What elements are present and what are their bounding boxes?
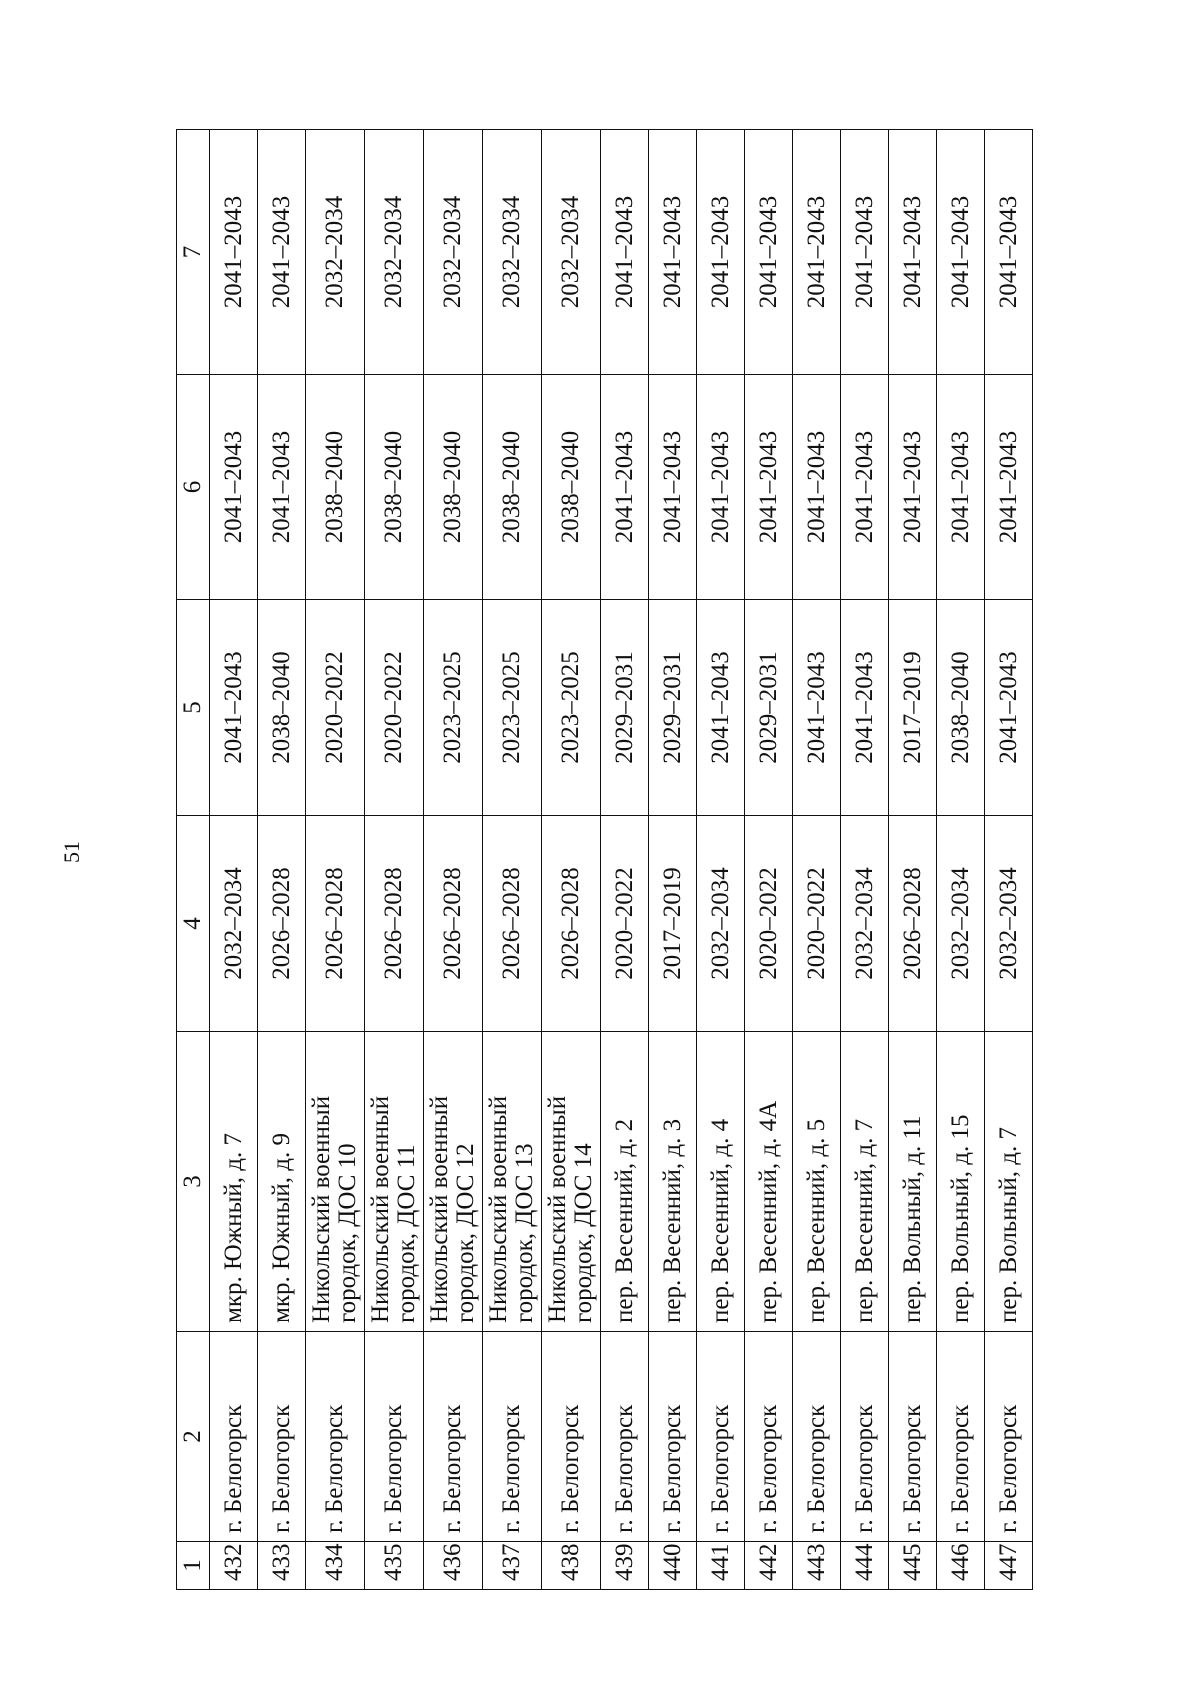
- period-col-6-cell: 2041–2043: [258, 375, 306, 600]
- row-number-cell: 441: [697, 1542, 745, 1590]
- period-col-7-cell: 2032–2034: [424, 130, 483, 375]
- address-cell: пер. Весенний, д. 4А: [745, 1032, 793, 1332]
- period-col-5-cell: 2020–2022: [365, 600, 424, 816]
- row-number-cell: 445: [889, 1542, 937, 1590]
- row-number-cell: 446: [937, 1542, 985, 1590]
- table-row: [258, 130, 306, 1590]
- period-col-4-cell: 2020–2022: [601, 816, 649, 1032]
- locality-cell: г. Белогорск: [210, 1332, 258, 1542]
- period-col-7-cell: 2041–2043: [841, 130, 889, 375]
- period-col-7-cell: 2032–2034: [365, 130, 424, 375]
- address-cell: Никольский военный городок, ДОС 14: [542, 1032, 601, 1332]
- locality-cell: г. Белогорск: [601, 1332, 649, 1542]
- period-col-7-cell: 2041–2043: [985, 130, 1033, 375]
- period-col-5-cell: 2020–2022: [306, 600, 365, 816]
- period-col-4-cell: 2032–2034: [697, 816, 745, 1032]
- table-row: [937, 130, 985, 1590]
- header-cell-1: 1: [177, 1542, 210, 1590]
- schedule-table: [176, 129, 1033, 1590]
- row-number-cell: 447: [985, 1542, 1033, 1590]
- row-number-cell: 432: [210, 1542, 258, 1590]
- period-col-5-cell: 2038–2040: [258, 600, 306, 816]
- period-col-4-cell: 2026–2028: [424, 816, 483, 1032]
- header-cell-3: 3: [177, 1032, 210, 1332]
- row-number-cell: 437: [483, 1542, 542, 1590]
- locality-cell: г. Белогорск: [937, 1332, 985, 1542]
- period-col-4-cell: 2026–2028: [258, 816, 306, 1032]
- row-number-cell: 440: [649, 1542, 697, 1590]
- period-col-4-cell: 2026–2028: [365, 816, 424, 1032]
- locality-cell: г. Белогорск: [841, 1332, 889, 1542]
- period-col-7-cell: 2041–2043: [649, 130, 697, 375]
- row-number-cell: 435: [365, 1542, 424, 1590]
- period-col-6-cell: 2041–2043: [649, 375, 697, 600]
- table-row: [365, 130, 424, 1590]
- table-row: [985, 130, 1033, 1590]
- period-col-6-cell: 2038–2040: [365, 375, 424, 600]
- period-col-5-cell: 2041–2043: [793, 600, 841, 816]
- row-number-cell: 439: [601, 1542, 649, 1590]
- period-col-6-cell: 2041–2043: [210, 375, 258, 600]
- address-cell: Никольский военный городок, ДОС 11: [365, 1032, 424, 1332]
- locality-cell: г. Белогорск: [258, 1332, 306, 1542]
- period-col-7-cell: 2032–2034: [483, 130, 542, 375]
- period-col-7-cell: 2041–2043: [210, 130, 258, 375]
- period-col-4-cell: 2026–2028: [483, 816, 542, 1032]
- period-col-6-cell: 2041–2043: [985, 375, 1033, 600]
- period-col-6-cell: 2038–2040: [306, 375, 365, 600]
- table-row: [793, 130, 841, 1590]
- period-col-5-cell: 2041–2043: [697, 600, 745, 816]
- period-col-4-cell: 2032–2034: [841, 816, 889, 1032]
- table-row: [210, 130, 258, 1590]
- locality-cell: г. Белогорск: [889, 1332, 937, 1542]
- address-cell: Никольский военный городок, ДОС 13: [483, 1032, 542, 1332]
- locality-cell: г. Белогорск: [793, 1332, 841, 1542]
- table-row: [542, 130, 601, 1590]
- locality-cell: г. Белогорск: [985, 1332, 1033, 1542]
- period-col-4-cell: 2020–2022: [745, 816, 793, 1032]
- header-row: [177, 130, 210, 1590]
- period-col-5-cell: 2023–2025: [483, 600, 542, 816]
- period-col-7-cell: 2041–2043: [937, 130, 985, 375]
- address-cell: Никольский военный городок, ДОС 10: [306, 1032, 365, 1332]
- address-cell: пер. Весенний, д. 4: [697, 1032, 745, 1332]
- table-body: [177, 130, 1033, 1590]
- address-cell: пер. Весенний, д. 7: [841, 1032, 889, 1332]
- row-number-cell: 438: [542, 1542, 601, 1590]
- period-col-7-cell: 2041–2043: [889, 130, 937, 375]
- period-col-6-cell: 2041–2043: [937, 375, 985, 600]
- locality-cell: г. Белогорск: [542, 1332, 601, 1542]
- period-col-4-cell: 2026–2028: [542, 816, 601, 1032]
- page-number: 51: [59, 841, 84, 863]
- period-col-7-cell: 2032–2034: [306, 130, 365, 375]
- period-col-5-cell: 2029–2031: [745, 600, 793, 816]
- period-col-5-cell: 2017–2019: [889, 600, 937, 816]
- table-row: [889, 130, 937, 1590]
- period-col-5-cell: 2041–2043: [210, 600, 258, 816]
- header-cell-4: 4: [177, 816, 210, 1032]
- table-row: [424, 130, 483, 1590]
- header-cell-7: 7: [177, 130, 210, 375]
- locality-cell: г. Белогорск: [697, 1332, 745, 1542]
- locality-cell: г. Белогорск: [745, 1332, 793, 1542]
- period-col-6-cell: 2041–2043: [889, 375, 937, 600]
- period-col-4-cell: 2032–2034: [937, 816, 985, 1032]
- period-col-5-cell: 2041–2043: [841, 600, 889, 816]
- table-row: [697, 130, 745, 1590]
- locality-cell: г. Белогорск: [483, 1332, 542, 1542]
- period-col-4-cell: 2026–2028: [306, 816, 365, 1032]
- period-col-6-cell: 2041–2043: [745, 375, 793, 600]
- period-col-5-cell: 2041–2043: [985, 600, 1033, 816]
- period-col-7-cell: 2041–2043: [258, 130, 306, 375]
- period-col-5-cell: 2038–2040: [937, 600, 985, 816]
- address-cell: пер. Вольный, д. 7: [985, 1032, 1033, 1332]
- address-cell: пер. Вольный, д. 11: [889, 1032, 937, 1332]
- period-col-6-cell: 2038–2040: [483, 375, 542, 600]
- row-number-cell: 434: [306, 1542, 365, 1590]
- header-cell-2: 2: [177, 1332, 210, 1542]
- period-col-4-cell: 2032–2034: [985, 816, 1033, 1032]
- row-number-cell: 443: [793, 1542, 841, 1590]
- row-number-cell: 444: [841, 1542, 889, 1590]
- table-row: [306, 130, 365, 1590]
- address-cell: пер. Вольный, д. 15: [937, 1032, 985, 1332]
- period-col-5-cell: 2029–2031: [649, 600, 697, 816]
- period-col-7-cell: 2041–2043: [793, 130, 841, 375]
- address-cell: мкр. Южный, д. 9: [258, 1032, 306, 1332]
- address-cell: пер. Весенний, д. 5: [793, 1032, 841, 1332]
- period-col-6-cell: 2038–2040: [542, 375, 601, 600]
- period-col-4-cell: 2026–2028: [889, 816, 937, 1032]
- address-cell: мкр. Южный, д. 7: [210, 1032, 258, 1332]
- row-number-cell: 433: [258, 1542, 306, 1590]
- row-number-cell: 442: [745, 1542, 793, 1590]
- period-col-5-cell: 2023–2025: [424, 600, 483, 816]
- locality-cell: г. Белогорск: [649, 1332, 697, 1542]
- locality-cell: г. Белогорск: [365, 1332, 424, 1542]
- table-row: [841, 130, 889, 1590]
- row-number-cell: 436: [424, 1542, 483, 1590]
- locality-cell: г. Белогорск: [306, 1332, 365, 1542]
- table-row: [745, 130, 793, 1590]
- table-row: [649, 130, 697, 1590]
- address-cell: Никольский военный городок, ДОС 12: [424, 1032, 483, 1332]
- period-col-6-cell: 2038–2040: [424, 375, 483, 600]
- period-col-7-cell: 2041–2043: [697, 130, 745, 375]
- table-row: [483, 130, 542, 1590]
- period-col-6-cell: 2041–2043: [601, 375, 649, 600]
- period-col-5-cell: 2029–2031: [601, 600, 649, 816]
- period-col-6-cell: 2041–2043: [793, 375, 841, 600]
- header-cell-5: 5: [177, 600, 210, 816]
- period-col-7-cell: 2041–2043: [601, 130, 649, 375]
- period-col-6-cell: 2041–2043: [841, 375, 889, 600]
- period-col-5-cell: 2023–2025: [542, 600, 601, 816]
- period-col-7-cell: 2032–2034: [542, 130, 601, 375]
- period-col-4-cell: 2020–2022: [793, 816, 841, 1032]
- table-row: [601, 130, 649, 1590]
- address-cell: пер. Весенний, д. 2: [601, 1032, 649, 1332]
- header-cell-6: 6: [177, 375, 210, 600]
- address-cell: пер. Весенний, д. 3: [649, 1032, 697, 1332]
- period-col-7-cell: 2041–2043: [745, 130, 793, 375]
- period-col-6-cell: 2041–2043: [697, 375, 745, 600]
- period-col-4-cell: 2017–2019: [649, 816, 697, 1032]
- locality-cell: г. Белогорск: [424, 1332, 483, 1542]
- table-wrapper: [176, 130, 1033, 1590]
- period-col-4-cell: 2032–2034: [210, 816, 258, 1032]
